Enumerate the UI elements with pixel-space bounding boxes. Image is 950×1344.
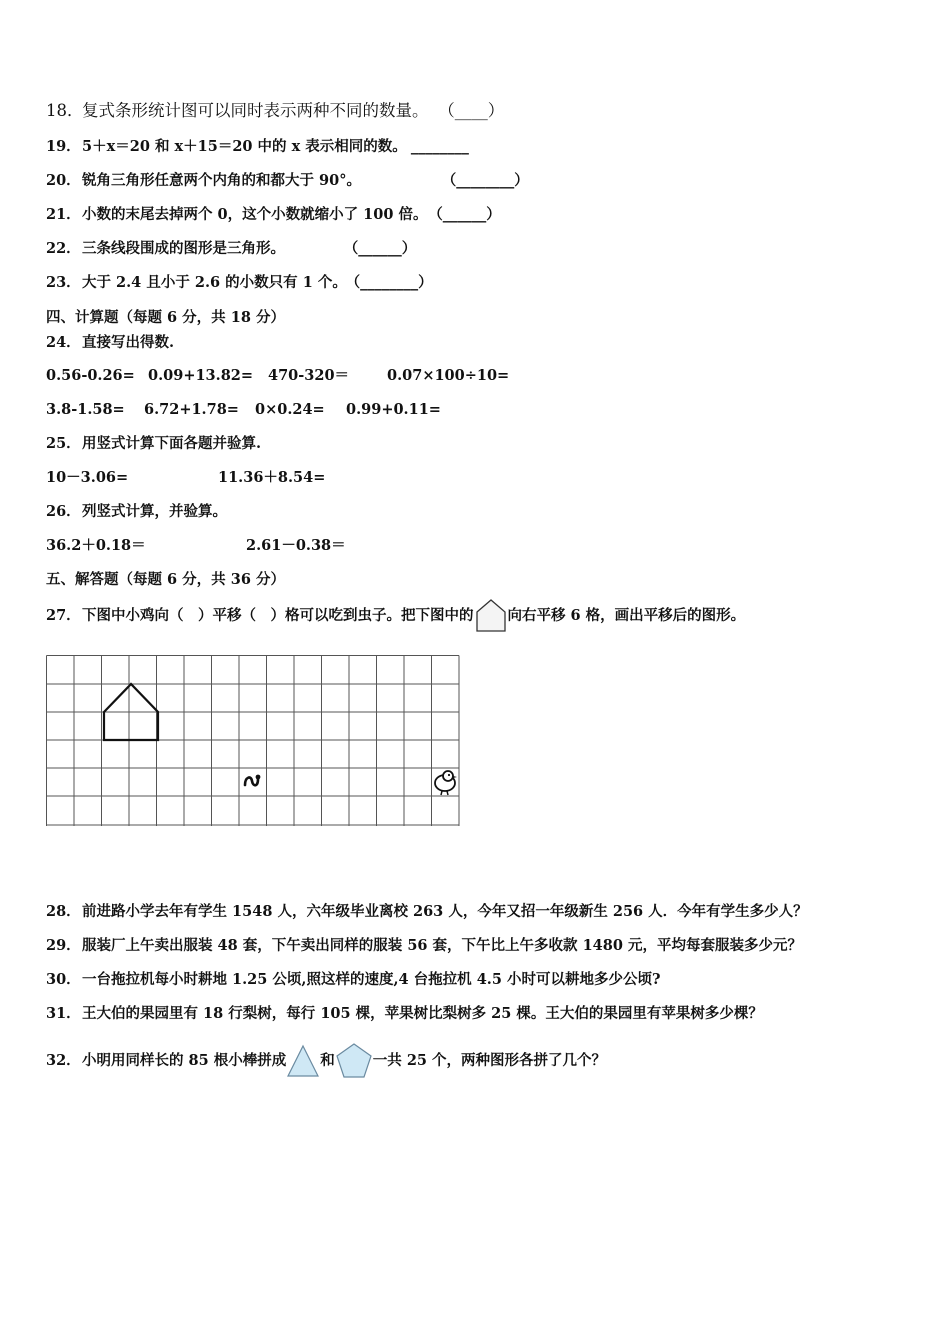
question-29	[46, 936, 802, 956]
expression: 10－3.06=	[46, 469, 129, 486]
question-text: 向右平移 6 格，画出平移后的图形。	[507, 607, 746, 624]
question-number: 28．	[46, 903, 81, 920]
answer-blank: （________）	[352, 274, 433, 291]
question-25	[46, 434, 261, 454]
answer-blank: （________）	[448, 172, 529, 189]
q25-row	[46, 468, 325, 488]
question-text: 直接写出得数.	[82, 334, 175, 351]
section-title-word-problems: 五、解答题（每题 6 分，共 36 分）	[46, 571, 285, 588]
expression: 0.99+0.11=	[346, 401, 441, 418]
question-text: 5＋x＝20 和 x＋15＝20 中的 x 表示相同的数。	[82, 138, 407, 155]
question-text: 下图中小鸡向（ ）平移（ ）格可以吃到虫子。把下图中的	[82, 607, 474, 624]
question-text: 前进路小学去年有学生 1548 人，六年级毕业离校 263 人，今年又招一年级新生 256 人．今年有学生多少人？	[82, 903, 808, 920]
question-20	[46, 171, 529, 191]
question-27	[46, 596, 745, 636]
question-number: 20．	[46, 172, 81, 189]
question-19	[46, 137, 469, 157]
house-pentagon-icon	[474, 598, 508, 634]
expression: 0.07×100÷10=	[387, 367, 510, 384]
question-number: 26．	[46, 503, 81, 520]
expression: 470-320＝	[268, 367, 350, 384]
question-number: 32．	[46, 1052, 81, 1069]
question-text: 服装厂上午卖出服装 48 套，下午卖出同样的服装 56 套，下午比上午多收款 1480 元，平均每套服装多少元？	[82, 937, 802, 954]
question-text: 一共 25 个，两种图形各拼了几个？	[372, 1052, 607, 1069]
answer-blank: （______）	[435, 206, 501, 223]
question-text: 小明用同样长的 85 根小棒拼成	[82, 1052, 287, 1069]
question-text: 小数的末尾去掉两个 0，这个小数就缩小了 100 倍。	[82, 206, 428, 223]
question-31	[46, 1004, 763, 1024]
question-21	[46, 205, 501, 225]
expression: 3.8-1.58=	[46, 401, 125, 418]
translation-grid	[46, 655, 462, 827]
question-text: 王大伯的果园里有 18 行梨树，每行 105 棵，苹果树比梨树多 25 棵。王大伯的果园里有苹果树多少棵？	[82, 1005, 763, 1022]
question-text: 三条线段围成的图形是三角形。	[82, 240, 285, 257]
answer-blank: ________	[410, 138, 469, 155]
question-text: 和	[320, 1052, 335, 1069]
question-number: 29．	[46, 937, 81, 954]
question-number: 23．	[46, 274, 81, 291]
expression: 2.61－0.38＝	[246, 537, 346, 554]
question-26	[46, 502, 227, 522]
question-text: 复式条形统计图可以同时表示两种不同的数量。	[82, 101, 429, 120]
question-32	[46, 1039, 606, 1083]
section-title-calculation: 四、计算题（每题 6 分，共 18 分）	[46, 309, 285, 326]
answer-blank: （______）	[351, 240, 417, 257]
expression: 0×0.24=	[255, 401, 325, 418]
question-22	[46, 239, 416, 259]
expression: 0.56-0.26=	[46, 367, 135, 384]
question-number: 18．	[46, 101, 84, 120]
question-18	[46, 101, 504, 121]
expression: 0.09+13.82=	[148, 367, 254, 384]
question-number: 22．	[46, 240, 81, 257]
question-number: 24．	[46, 334, 81, 351]
question-number: 25．	[46, 435, 81, 452]
question-number: 19．	[46, 138, 81, 155]
expression: 36.2＋0.18＝	[46, 537, 146, 554]
question-text: 列竖式计算，并验算。	[82, 503, 227, 520]
question-28	[46, 902, 808, 922]
q24-row-2	[46, 400, 441, 420]
question-text: 锐角三角形任意两个内角的和都大于 90°。	[82, 172, 361, 189]
question-text: 一台拖拉机每小时耕地 1.25 公顷,照这样的速度,4 台拖拉机 4.5 小时可以耕地多少公顷?	[82, 971, 661, 988]
q24-row-1	[46, 366, 509, 386]
triangle-icon	[286, 1043, 320, 1079]
q26-row	[46, 536, 346, 556]
question-24	[46, 333, 174, 353]
chick-icon	[435, 771, 457, 795]
question-text: 大于 2.4 且小于 2.6 的小数只有 1 个。	[82, 274, 347, 291]
expression: 11.36＋8.54=	[218, 469, 326, 486]
question-number: 31．	[46, 1005, 81, 1022]
question-text: 用竖式计算下面各题并验算.	[82, 435, 262, 452]
pentagon-icon	[335, 1042, 373, 1080]
worm-icon	[245, 775, 260, 786]
question-23	[46, 273, 433, 293]
question-number: 30．	[46, 971, 81, 988]
expression: 6.72+1.78=	[144, 401, 239, 418]
answer-blank: （____）	[446, 101, 505, 120]
question-number: 21．	[46, 206, 81, 223]
question-30	[46, 970, 660, 990]
question-number: 27．	[46, 607, 81, 624]
